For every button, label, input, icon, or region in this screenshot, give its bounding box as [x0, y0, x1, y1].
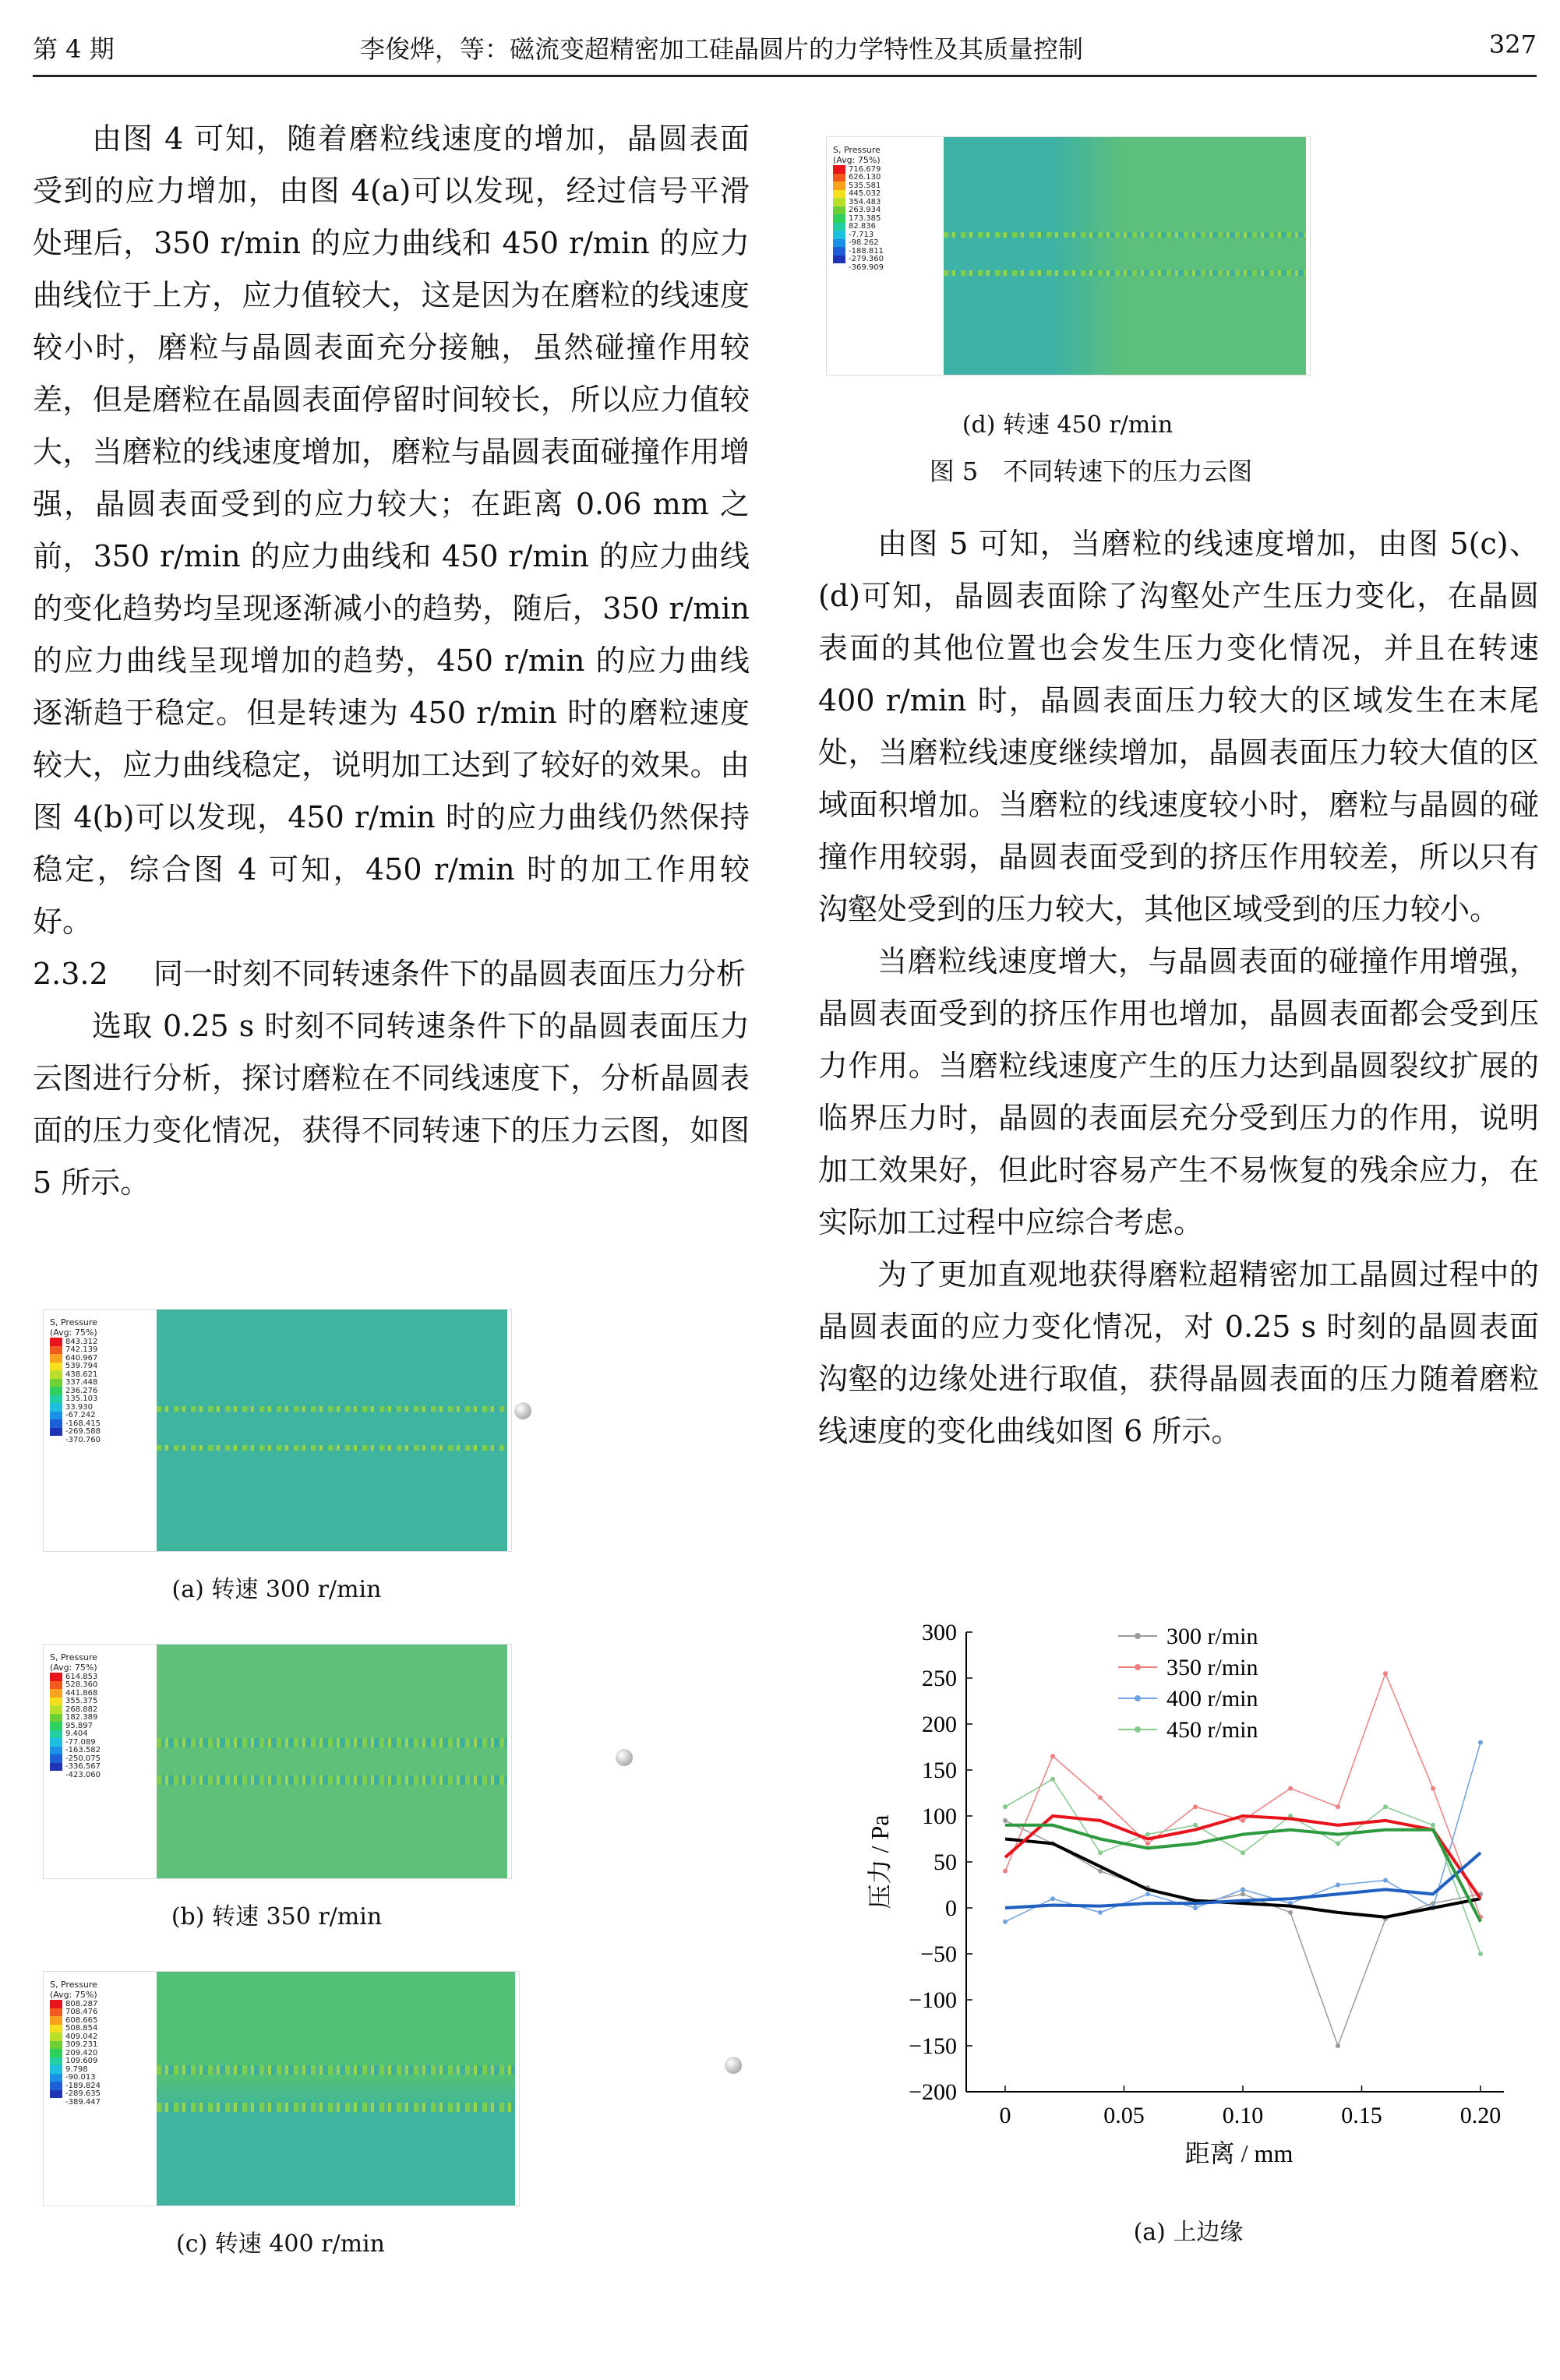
legend-swatch [50, 1771, 62, 1779]
legend-value: -423.060 [65, 1770, 101, 1779]
issue-number: 第 4 期 [33, 34, 115, 64]
legend-value: 209.420 [65, 2048, 98, 2057]
y-tick-label: 300 [922, 1620, 957, 1645]
figure-6-chart [857, 1617, 1519, 2193]
data-point [1050, 1896, 1055, 1901]
legend-swatch [50, 2041, 62, 2050]
figure-5-caption: 图 5 不同转速下的压力云图 [929, 457, 1253, 486]
legend-swatch [50, 2065, 62, 2074]
pressure-field [944, 137, 1306, 375]
legend-title: S, Pressure [50, 1652, 97, 1662]
data-point [1431, 1786, 1435, 1791]
legend-value: 614.853 [65, 1672, 98, 1681]
data-point [1383, 1804, 1388, 1809]
subfigure-caption: (c) 转速 400 r/min [176, 2230, 385, 2258]
legend-swatch [50, 1730, 62, 1739]
legend-swatch [50, 1754, 62, 1763]
legend-swatch [50, 1403, 62, 1412]
groove-band [157, 1406, 507, 1412]
legend-marker [1135, 1664, 1141, 1670]
right-column [818, 518, 1539, 1458]
data-point [1241, 1892, 1245, 1896]
legend-swatch [50, 1428, 62, 1437]
legend-entry [50, 1436, 101, 1444]
x-tick-label: 0.20 [1459, 2103, 1502, 2128]
legend-swatch [50, 2025, 62, 2033]
page-header [33, 30, 1537, 69]
y-tick-label: 250 [922, 1666, 957, 1691]
data-point [1383, 1878, 1388, 1883]
subfigure-caption: (a) 转速 300 r/min [171, 1576, 382, 1603]
legend-swatch [50, 1681, 62, 1690]
legend-value: 539.794 [65, 1362, 98, 1371]
y-tick-label: −200 [909, 2079, 957, 2105]
pressure-field [157, 1972, 515, 2205]
section-number: 2.3.2 [33, 957, 108, 991]
legend-value: 173.385 [849, 213, 881, 223]
legend-subtitle: (Avg: 75%) [50, 1328, 97, 1338]
groove-band [944, 232, 1306, 238]
legend-swatch [50, 2090, 62, 2099]
contour-legend [50, 1317, 101, 1444]
legend-value: -336.567 [65, 1762, 101, 1772]
legend-subtitle: (Avg: 75%) [833, 155, 881, 165]
data-point [1193, 1804, 1198, 1809]
legend-swatch [50, 1436, 62, 1444]
legend-label: 350 r/min [1166, 1655, 1258, 1680]
y-tick-label: 0 [945, 1895, 957, 1921]
x-tick-label: 0 [999, 2103, 1011, 2128]
legend-value: -67.242 [65, 1411, 96, 1420]
legend-subtitle: (Avg: 75%) [50, 1662, 97, 1673]
data-point [1003, 1818, 1008, 1823]
data-point [1050, 1777, 1055, 1782]
legend-value: 409.042 [65, 2032, 98, 2041]
legend-value: 95.897 [65, 1721, 93, 1730]
legend-swatch [833, 256, 845, 264]
x-axis-label: 距离 / mm [1184, 2139, 1294, 2167]
legend-swatch [50, 1747, 62, 1755]
legend-swatch [50, 1346, 62, 1355]
legend-swatch [833, 223, 845, 231]
legend-swatch [50, 2057, 62, 2066]
legend-marker [1135, 1695, 1141, 1701]
header-rule [33, 75, 1537, 77]
legend-value: 9.404 [65, 1729, 88, 1739]
legend-value: 33.930 [65, 1402, 93, 1412]
legend-value: 236.276 [65, 1386, 98, 1395]
legend-swatch [833, 239, 845, 248]
y-tick-label: −100 [909, 1987, 957, 2013]
legend-swatch [833, 263, 845, 272]
data-point [1145, 1841, 1150, 1846]
legend-value: 640.967 [65, 1353, 98, 1363]
legend-value: -188.811 [849, 246, 884, 256]
legend-swatch [833, 198, 845, 206]
legend-swatch [50, 2074, 62, 2082]
data-point [1431, 1823, 1435, 1828]
legend-value: 528.360 [65, 1680, 98, 1690]
legend-value: 355.375 [65, 1697, 98, 1706]
legend-swatch [50, 2016, 62, 2025]
paragraph: 当磨粒线速度增大，与晶圆表面的碰撞作用增强，晶圆表面受到的挤压作用也增加，晶圆表面都会受到压力作用。当磨粒线速度产生的压力达到晶圆裂纹扩展的临界压力时，晶圆的表面层充分受到压力的作用，说明加工效果好，但此时容易产生不易恢复的残余应力，在实际加工过程中应综合考虑。 [818, 944, 1539, 1239]
legend-swatch [833, 231, 845, 239]
paragraph: 为了更加直观地获得磨粒超精密加工晶圆过程中的晶圆表面的应力变化情况，对 0.25 s 时刻的晶圆表面沟壑的边缘处进行取值，获得晶圆表面的压力随着磨粒线速度的变化曲线如图 6 所示。 [818, 1257, 1539, 1448]
legend-entry [50, 2098, 101, 2107]
section-heading [33, 948, 750, 1000]
legend-swatch [50, 2008, 62, 2017]
legend-value: 535.581 [849, 181, 881, 190]
legend-value: -189.824 [65, 2081, 101, 2090]
legend-value: -279.360 [849, 255, 884, 264]
data-point [1003, 1920, 1008, 1924]
data-point [1050, 1754, 1055, 1758]
legend-value: 808.287 [65, 1999, 98, 2008]
legend-value: 438.621 [65, 1370, 98, 1379]
legend-value: -369.909 [849, 263, 884, 272]
running-title: 李俊烨，等：磁流变超精密加工硅晶圆片的力学特性及其质量控制 [360, 34, 1084, 64]
legend-swatch [50, 2049, 62, 2057]
y-tick-label: −150 [909, 2033, 957, 2059]
contour-legend [833, 145, 884, 272]
legend-swatch [50, 1338, 62, 1346]
data-point [1193, 1906, 1198, 1910]
data-point [1241, 1887, 1245, 1892]
y-tick-label: 150 [922, 1758, 957, 1783]
data-point [1098, 1910, 1103, 1915]
groove-band [157, 2065, 515, 2075]
y-tick-label: 50 [934, 1849, 957, 1875]
contour-plot [43, 1971, 520, 2206]
legend-value: 135.103 [65, 1395, 98, 1404]
abrasive-particle [725, 2057, 742, 2074]
legend-swatch [50, 1412, 62, 1420]
legend-swatch [833, 190, 845, 199]
legend-swatch [50, 1387, 62, 1395]
legend-value: -289.635 [65, 2089, 101, 2099]
data-point [1145, 1832, 1150, 1837]
legend-swatch [50, 1419, 62, 1428]
legend-marker [1135, 1633, 1141, 1639]
abrasive-particle [514, 1402, 531, 1419]
subfigure-caption: (b) 转速 350 r/min [171, 1903, 383, 1930]
legend-title: S, Pressure [833, 145, 881, 155]
paragraph: 由图 4 可知，随着磨粒线速度的增加，晶圆表面受到的应力增加，由图 4(a)可以发现，经过信号平滑处理后，350 r/min 的应力曲线和 450 r/min 的应力曲线位于上方，应力值较大，这是因为在磨粒的线速度较小时，磨粒与晶圆表面充分接触，虽然碰撞作用较差，但是磨粒在晶圆表面停留时间较长，所以应力值较大，当磨粒的线速度增加，磨粒与晶圆表面碰撞作用增强，晶圆表面受到的应力较大；在距离 0.06 mm 之前，350 r/min 的应力曲线和 450 r/min 的应力曲线的变化趋势均呈现逐渐减小的趋势，随后，350 r/min 的应力曲线呈现增加的趋势，450 r/min 的应力曲线逐渐趋于稳定。但是转速为 450 r/min 时的磨粒速度较大，应力曲线稳定，说明加工达到了较好的效果。由图 4(b)可以发现，450 r/min 时的应力曲线仍然保持稳定，综合图 4 可知，450 r/min 时的加工作用较好。 [33, 122, 750, 939]
page-number: 327 [1488, 30, 1537, 59]
pressure-field [157, 1310, 507, 1551]
legend-marker [1135, 1726, 1141, 1733]
legend-label: 450 r/min [1166, 1717, 1258, 1743]
legend-value: 263.934 [849, 206, 881, 215]
legend-value: 708.476 [65, 2008, 98, 2017]
legend-swatch [50, 1689, 62, 1698]
left-column [33, 113, 750, 1209]
legend-value: -77.089 [65, 1737, 96, 1747]
data-point [1241, 1818, 1245, 1823]
series-smooth-line [1005, 1825, 1481, 1922]
contour-plot [826, 136, 1311, 376]
legend-value: 82.836 [849, 222, 876, 231]
legend-value: 9.798 [65, 2064, 88, 2074]
contour-plot [43, 1309, 512, 1552]
legend-swatch [50, 1354, 62, 1363]
x-tick-label: 0.05 [1103, 2103, 1145, 2128]
y-tick-label: 200 [922, 1712, 957, 1737]
data-point [1098, 1795, 1103, 1800]
data-point [1003, 1804, 1008, 1809]
paragraph: 由图 5 可知，当磨粒的线速度增加，由图 5(c)、(d)可知，晶圆表面除了沟壑处产生压力变化，在晶圆表面的其他位置也会发生压力变化情况，并且在转速 400 r/min 时，晶圆表面压力较大的区域发生在末尾处，当磨粒线速度继续增加，晶圆表面压力较大值的区域面积增加。当磨粒的线速度较小时，磨粒与晶圆的碰撞作用较弱，晶圆表面受到的挤压作用较差，所以只有沟壑处受到的压力较大，其他区域受到的压力较小。 [818, 527, 1539, 926]
legend-subtitle: (Avg: 75%) [50, 1990, 97, 2000]
legend-entry [50, 1771, 101, 1779]
data-point [1098, 1850, 1103, 1855]
legend-swatch [833, 174, 845, 182]
legend-value: 182.389 [65, 1713, 98, 1722]
legend-swatch [50, 1738, 62, 1747]
data-point [1336, 1883, 1340, 1888]
legend-title: S, Pressure [50, 1980, 97, 1990]
legend-entry [833, 263, 884, 272]
legend-value: 337.448 [65, 1378, 98, 1387]
legend-value: 626.130 [849, 173, 881, 182]
legend-value: -370.760 [65, 1435, 101, 1444]
legend-swatch [50, 1763, 62, 1772]
legend-label: 400 r/min [1166, 1686, 1258, 1712]
legend-swatch [50, 1714, 62, 1722]
groove-band [944, 270, 1306, 276]
subfigure-caption: (d) 转速 450 r/min [962, 411, 1174, 439]
legend-value: -168.415 [65, 1419, 101, 1428]
legend-swatch [833, 247, 845, 256]
data-point [1383, 1671, 1388, 1676]
x-tick-label: 0.15 [1341, 2103, 1382, 2128]
legend-swatch [833, 182, 845, 190]
contour-legend [50, 1652, 101, 1779]
legend-value: 716.679 [849, 164, 881, 174]
legend-value: 441.868 [65, 1688, 98, 1698]
legend-swatch [50, 2082, 62, 2090]
legend-value: -269.588 [65, 1427, 101, 1437]
legend-swatch [50, 1673, 62, 1681]
data-point [1288, 1910, 1293, 1915]
pressure-field [157, 1645, 507, 1878]
contour-plot [43, 1644, 512, 1879]
x-tick-label: 0.10 [1222, 2103, 1264, 2128]
legend-swatch [833, 165, 845, 174]
data-point [1478, 1740, 1483, 1745]
legend-value: -250.075 [65, 1754, 101, 1763]
legend-value: 354.483 [849, 197, 881, 206]
legend-value: -389.447 [65, 2097, 101, 2107]
legend-title: S, Pressure [50, 1317, 97, 1328]
data-point [1336, 2043, 1340, 2048]
figure-6-caption: (a) 上边缘 [1133, 2219, 1244, 2246]
data-point [1241, 1850, 1245, 1855]
legend-value: 843.312 [65, 1337, 98, 1346]
legend-swatch [50, 1698, 62, 1706]
legend-value: 109.609 [65, 2057, 98, 2066]
legend-swatch [50, 2098, 62, 2107]
legend-label: 300 r/min [1166, 1624, 1258, 1649]
legend-value: 742.139 [65, 1345, 98, 1355]
groove-band [157, 1738, 507, 1747]
data-point [1288, 1786, 1293, 1791]
groove-band [157, 1445, 507, 1451]
legend-value: -7.713 [849, 230, 874, 239]
legend-swatch [50, 1379, 62, 1387]
data-point [1478, 1952, 1483, 1956]
legend-value: 309.231 [65, 2040, 98, 2050]
legend-swatch [50, 1363, 62, 1371]
series-raw-line [1005, 1779, 1481, 1954]
y-tick-label: −50 [920, 1941, 957, 1967]
legend-swatch [50, 1722, 62, 1730]
data-point [1145, 1892, 1150, 1896]
groove-band [157, 2103, 515, 2112]
paragraph: 选取 0.25 s 时刻不同转速条件下的晶圆表面压力云图进行分析，探讨磨粒在不同线速度下，分析晶圆表面的压力变化情况，获得不同转速下的压力云图，如图 5 所示。 [33, 1009, 750, 1200]
legend-value: -98.262 [849, 238, 879, 248]
series-smooth-line [1005, 1853, 1481, 1908]
data-point [1336, 1804, 1340, 1809]
legend-swatch [50, 2000, 62, 2008]
section-title: 同一时刻不同转速条件下的晶圆表面压力分析 [154, 957, 746, 991]
pressure-line-chart [857, 1617, 1519, 2193]
legend-swatch [50, 1370, 62, 1379]
legend-value: -90.013 [65, 2073, 96, 2082]
legend-swatch [50, 1705, 62, 1714]
legend-swatch [833, 214, 845, 223]
legend-swatch [50, 2033, 62, 2041]
legend-value: 445.032 [849, 189, 881, 199]
legend-value: 608.665 [65, 2015, 98, 2025]
data-point [1336, 1841, 1340, 1846]
data-point [1193, 1823, 1198, 1828]
legend-value: 268.882 [65, 1705, 98, 1714]
y-tick-label: 100 [922, 1804, 957, 1829]
y-axis-label: 压力 / Pa [866, 1814, 894, 1909]
legend-swatch [50, 1395, 62, 1404]
legend-swatch [833, 206, 845, 215]
contour-legend [50, 1980, 101, 2107]
data-point [1003, 1869, 1008, 1874]
data-point [1098, 1869, 1103, 1874]
legend-value: 508.854 [65, 2024, 98, 2033]
abrasive-particle [616, 1749, 633, 1766]
legend-value: -163.582 [65, 1746, 101, 1755]
groove-band [157, 1775, 507, 1785]
